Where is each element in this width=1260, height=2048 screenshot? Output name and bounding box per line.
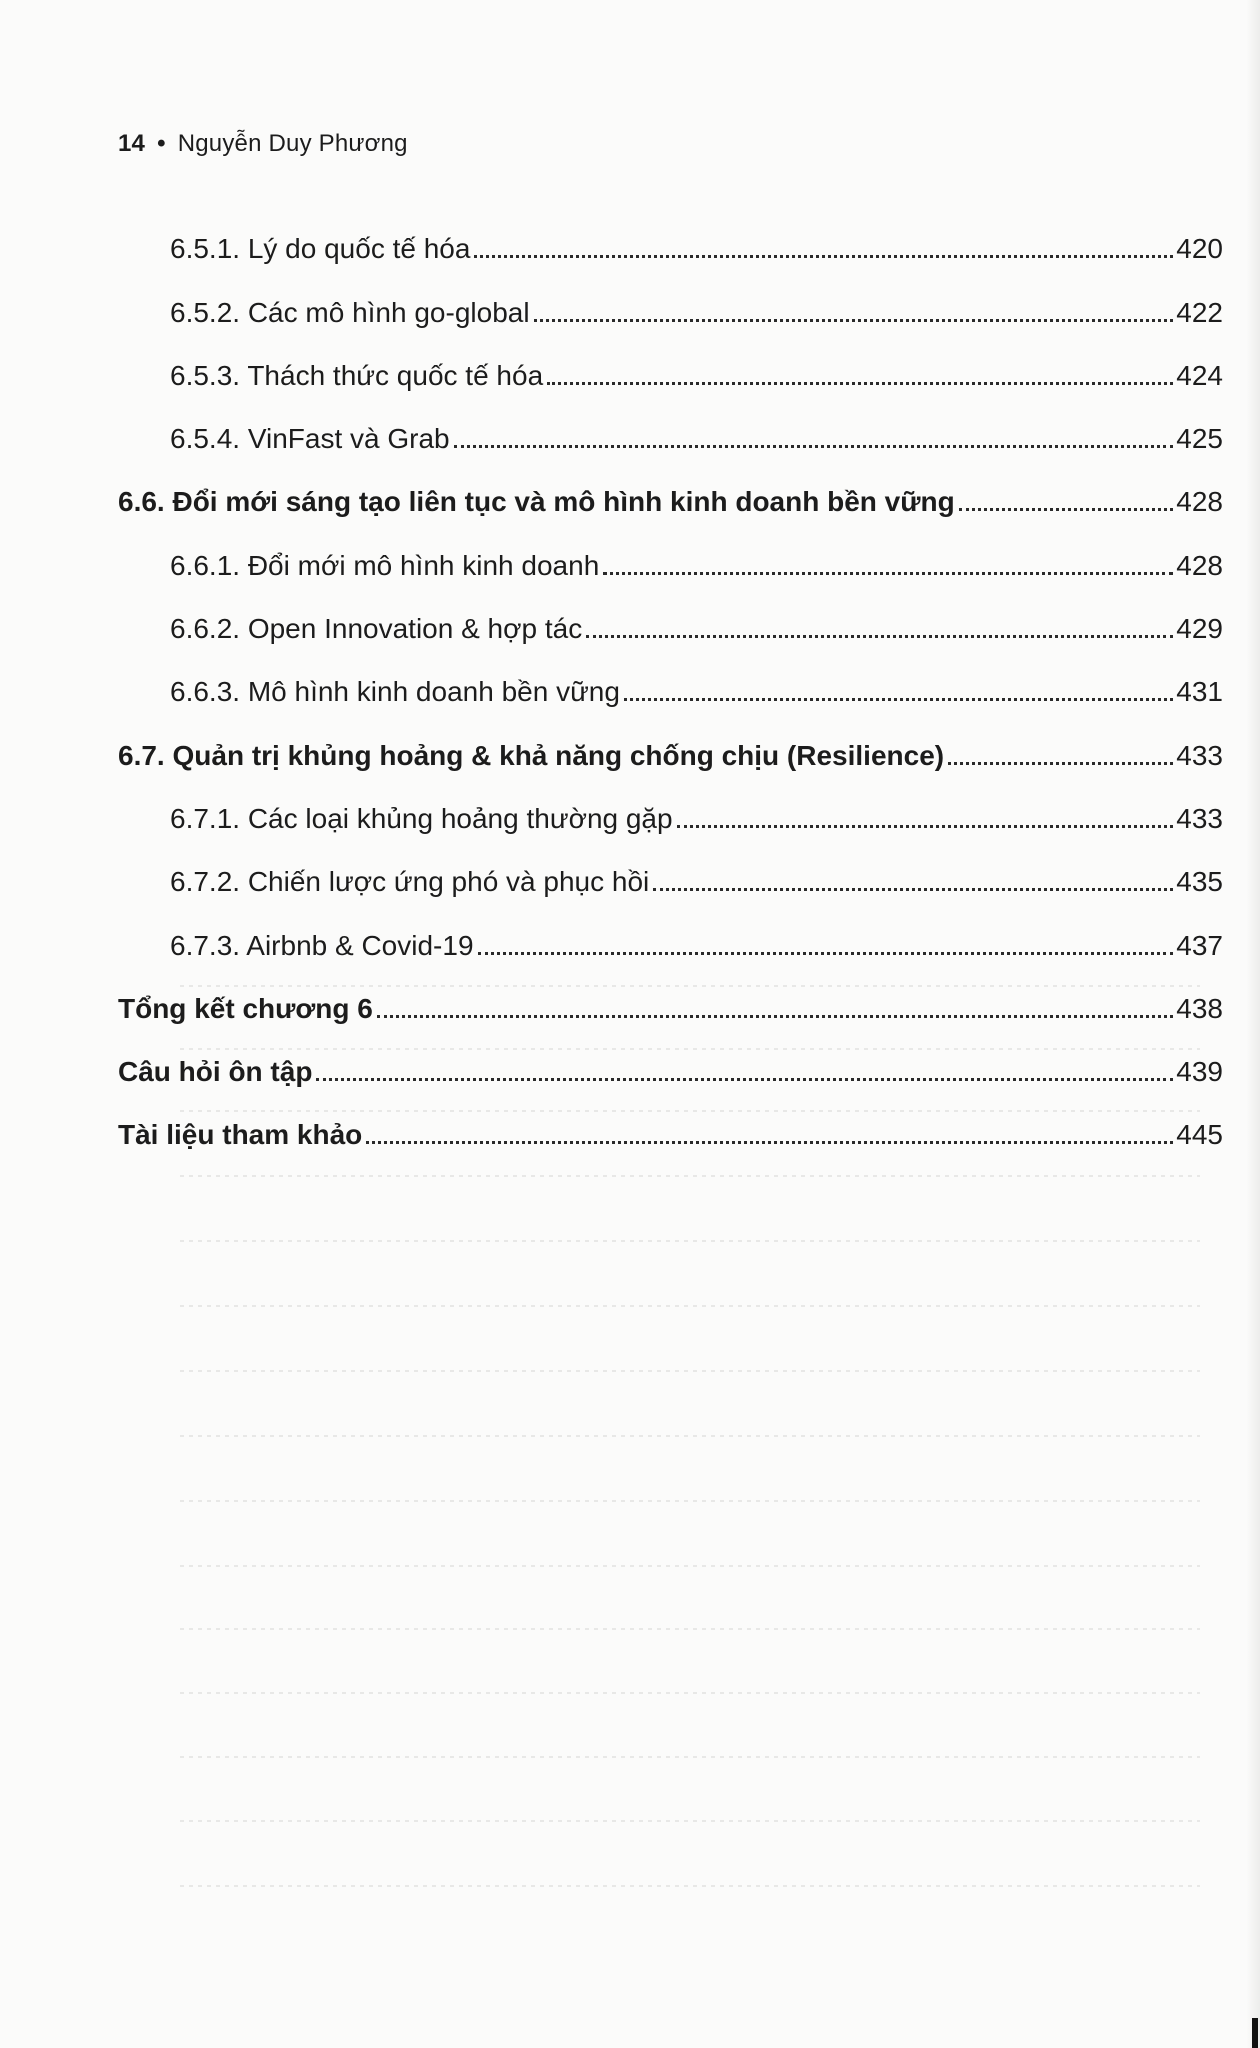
toc-subsection-entry	[118, 208, 1223, 271]
toc-dot-leader	[603, 572, 1173, 575]
toc-dot-leader	[454, 445, 1174, 448]
toc-dot-leader	[677, 825, 1174, 828]
toc-subsection-entry	[118, 335, 1223, 398]
toc-entry-title: 6.6. Đổi mới sáng tạo liên tục và mô hình kinh doanh bền vững	[118, 486, 955, 518]
toc-entry-page-number: 431	[1176, 676, 1223, 708]
toc-section-entry	[118, 1094, 1223, 1157]
toc-subsection-entry	[118, 651, 1223, 714]
toc-entry-page-number: 437	[1176, 929, 1223, 961]
toc-dot-leader	[474, 255, 1173, 258]
toc-section-entry	[118, 461, 1223, 524]
toc-dot-leader	[377, 1015, 1173, 1018]
toc-dot-leader	[959, 508, 1174, 511]
toc-entry-page-number: 433	[1176, 802, 1223, 834]
toc-entry-title: Câu hỏi ôn tập	[118, 1056, 313, 1088]
toc-dot-leader	[653, 888, 1173, 891]
toc-dot-leader	[534, 319, 1174, 322]
toc-subsection-entry	[118, 588, 1223, 651]
toc-entry-title: 6.5.1. Lý do quốc tế hóa	[170, 233, 471, 265]
toc-subsection-entry	[118, 841, 1223, 904]
toc-entry-page-number: 438	[1176, 992, 1223, 1024]
toc-entry-page-number: 428	[1176, 549, 1223, 581]
toc-entry-title: 6.6.2. Open Innovation & hợp tác	[170, 613, 583, 645]
header-page-number: 14	[118, 130, 146, 157]
toc-dot-leader	[624, 698, 1173, 701]
toc-section-entry	[118, 1031, 1223, 1094]
toc-subsection-entry	[118, 778, 1223, 841]
toc-dot-leader	[586, 635, 1173, 638]
toc-entry-page-number: 445	[1176, 1119, 1223, 1151]
toc-entry-page-number: 422	[1176, 296, 1223, 328]
toc-subsection-entry	[118, 271, 1223, 334]
toc-entry-title: Tổng kết chương 6	[118, 992, 373, 1024]
toc-entry-page-number: 428	[1176, 486, 1223, 518]
page-edge-shadow	[1246, 0, 1260, 2048]
toc-subsection-entry	[118, 398, 1223, 461]
toc-section-entry	[118, 968, 1223, 1031]
toc-entry-title: 6.7. Quản trị khủng hoảng & khả năng chống chịu (Resilience)	[118, 739, 945, 771]
toc-entry-page-number: 424	[1176, 359, 1223, 391]
toc-dot-leader	[547, 382, 1173, 385]
toc-entry-title: 6.6.1. Đổi mới mô hình kinh doanh	[170, 549, 600, 581]
toc-entry-title: 6.6.3. Mô hình kinh doanh bền vững	[170, 676, 620, 708]
running-header	[118, 130, 408, 158]
toc-subsection-entry	[118, 904, 1223, 967]
page-corner-mark	[1252, 2018, 1258, 2048]
toc-entry-page-number: 439	[1176, 1056, 1223, 1088]
toc-entry-title: 6.5.3. Thách thức quốc tế hóa	[170, 359, 544, 391]
toc-entry-page-number: 425	[1176, 423, 1223, 455]
toc-entry-page-number: 420	[1176, 233, 1223, 265]
toc-subsection-entry	[118, 524, 1223, 587]
toc-dot-leader	[366, 1141, 1173, 1144]
header-author: Nguyễn Duy Phương	[177, 130, 408, 157]
toc-entry-title: Tài liệu tham khảo	[118, 1119, 363, 1151]
header-separator: •	[157, 130, 166, 157]
table-of-contents	[118, 208, 1223, 1157]
toc-dot-leader	[948, 762, 1173, 765]
toc-entry-title: 6.5.4. VinFast và Grab	[170, 423, 450, 455]
toc-entry-page-number: 433	[1176, 739, 1223, 771]
toc-entry-page-number: 435	[1176, 866, 1223, 898]
toc-dot-leader	[316, 1078, 1173, 1081]
toc-entry-page-number: 429	[1176, 613, 1223, 645]
toc-entry-title: 6.7.1. Các loại khủng hoảng thường gặp	[170, 802, 673, 834]
toc-section-entry	[118, 714, 1223, 777]
toc-entry-title: 6.5.2. Các mô hình go-global	[170, 296, 530, 328]
toc-dot-leader	[478, 952, 1174, 955]
toc-entry-title: 6.7.3. Airbnb & Covid-19	[170, 929, 474, 961]
toc-entry-title: 6.7.2. Chiến lược ứng phó và phục hồi	[170, 866, 650, 898]
